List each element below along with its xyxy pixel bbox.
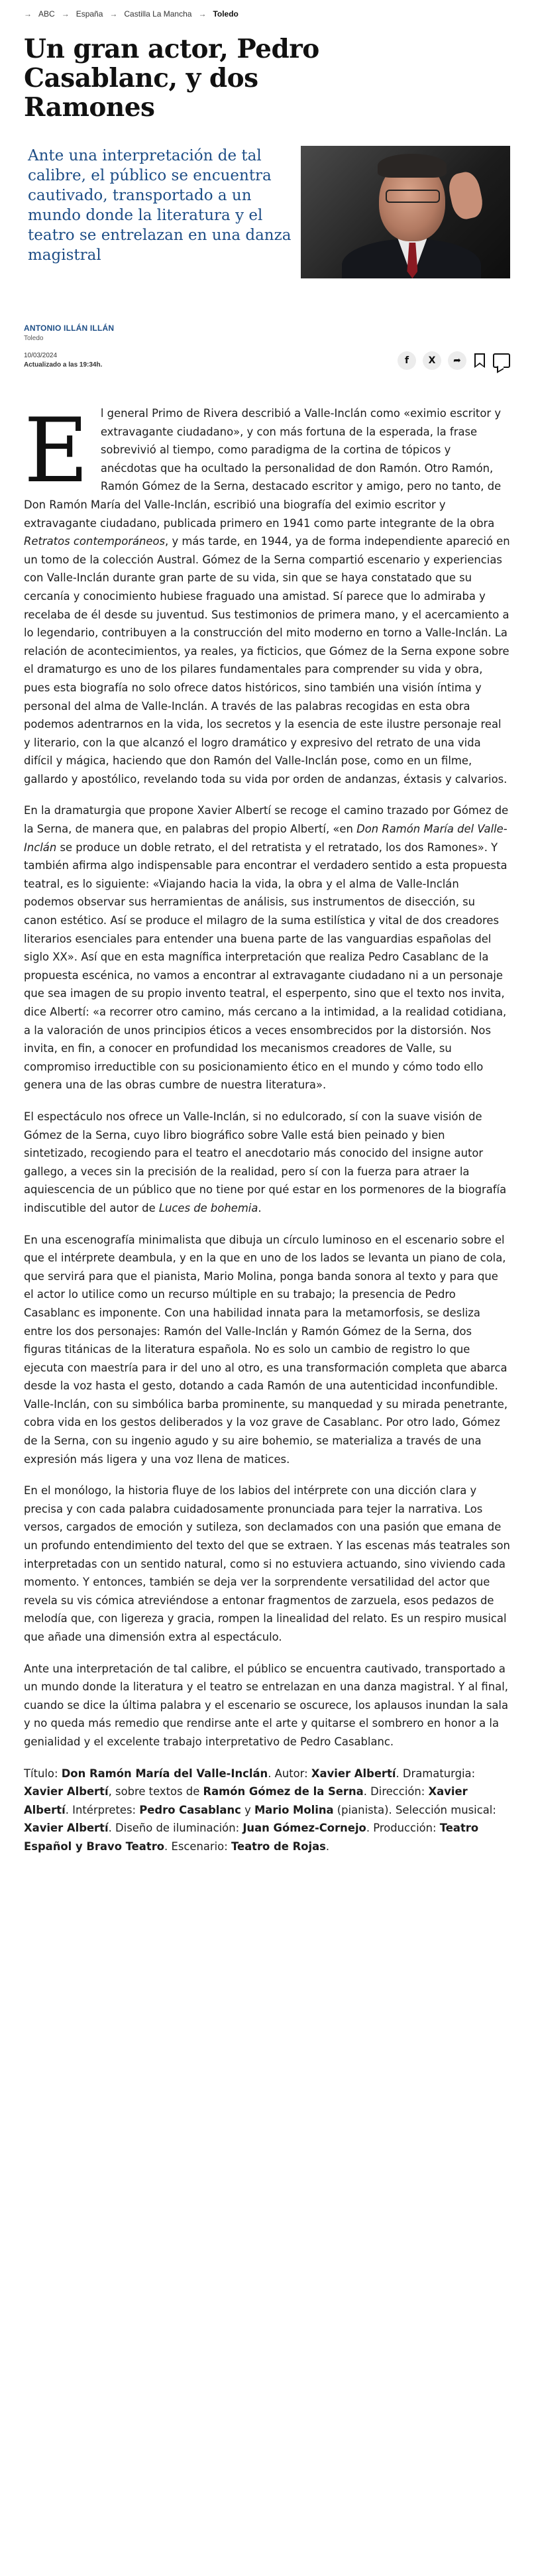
photo-hand bbox=[447, 170, 486, 221]
article-subtitle: Ante una interpretación de tal calibre, el público se encuentra cautivado, transportado a un mundo donde la literatura y el teatro se entrelazan en una danza magistral bbox=[28, 147, 292, 264]
breadcrumb-item-espana[interactable]: España bbox=[76, 9, 103, 19]
paragraph-5: En el monólogo, la historia fluye de los labios del intérprete con una dicción clara y precisa y con cada palabra cuidadosamente pronunciada para tejer la narrativa. Los versos, cargados de emoción y sutileza, son declamados con una pasión que emana de un profundo entendimiento del texto del que se extraen. Y las escenas más teatrales son interpretadas con un sentido natural, como si no estuviera actuando, sino viviendo cada momento. Y entonces, también se deja ver la sorprendente versatilidad del actor que revela su vis cómica atreviéndose a entonar fragmentos de zarzuela, esos pedazos de melodía que, con ligereza y gracia, rompen la linealidad del relato. Es un respiro musical que añade una dimensión extra al espectáculo. bbox=[24, 1484, 510, 1643]
hero-photo bbox=[301, 146, 510, 278]
paragraph-4: En una escenografía minimalista que dibuja un círculo luminoso en el escenario sobre el que el intérprete deambula, y en la que en uno de los lados se levanta un piano de cola, que servirá para que el pianista, Mario Molina, ponga banda sonora al texto y para que el actor lo utilice como un recurso múltiple en su trabajo; la presencia de Pedro Casablanc es imponente. Con una habilidad innata para la metamorfosis, se desliza entre los dos personajes: Ramón del Valle-Inclán y Ramón Gómez de la Serna, dos figuras titánicas de la literatura española. No es solo un cambio de registro lo que ejecuta con maestría para ir del uno al otro, es una transformación completa que abarca desde la voz hasta el gesto, dotando a cada Ramón de una autenticidad inconfundible. Valle-Inclán, con su simbólica barba prominente, su manquedad y su mirada penetrante, cobra vida en los gestos deliberados y la voz grave de Casablanc. Por otro lado, Gómez de la Serna, con su ingenio agudo y su aire bohemio, se materializa a través de una expresión más ligera y una voz llena de matices. bbox=[24, 1233, 508, 1466]
share-bar bbox=[398, 351, 510, 370]
comment-icon[interactable] bbox=[493, 353, 510, 368]
bookmark-icon[interactable] bbox=[473, 353, 486, 369]
photo-glasses bbox=[386, 190, 440, 203]
arrow-right-icon: → bbox=[198, 9, 207, 19]
author-name[interactable]: ANTONIO ILLÁN ILLÁN bbox=[24, 323, 115, 333]
breadcrumb bbox=[24, 0, 510, 21]
arrow-right-icon: → bbox=[61, 9, 70, 19]
breadcrumb-item-castilla-la-mancha[interactable]: Castilla La Mancha bbox=[124, 9, 192, 19]
updated-date: Actualizado a las 19:34h. bbox=[24, 361, 103, 369]
article-body bbox=[24, 399, 510, 1856]
arrow-right-icon: → bbox=[109, 9, 118, 19]
lead-block bbox=[24, 146, 510, 278]
credits: Título: Don Ramón María del Valle-Inclán. Autor: Xavier Albertí. Dramaturgia: Xavier Albertí, sobre textos de Ramón Gómez de la Serna. Dirección: Xavier Albertí. Intérpretes: Pedro Casablanc y Mario Molina (pianista). Selección musical: Xavier Albertí. Diseño de iluminación: Juan Gómez-Cornejo. Producción: Teatro Español y Bravo Teatro. Escenario: Teatro de Rojas. bbox=[24, 1767, 496, 1853]
share-icon[interactable]: ➦ bbox=[448, 351, 466, 370]
paragraph-2: En la dramaturgia que propone Xavier Albertí se recoge el camino trazado por Gómez de la Serna, de manera que, en palabras del propio Albertí, «en Don Ramón María del Valle-Inclán se produce un doble retrato, el del retratista y el retratado, los dos Ramones». Y también afirma algo indispensable para encontrar el verdadero sentido a esta propuesta teatral, es lo siguiente: «Viajando hacia la vida, la obra y el alma de Valle-Inclán podemos observar sus herramientas de análisis, sus instrumentos de disección, su canon estético. Así se produce el milagro de la suma estilística y vital de dos creadores literarios esenciales para entender una buena parte de las vanguardias españolas del siglo XX». Así que en esta magnífica interpretación que realiza Pedro Casablanc de la propuesta escénica, no vamos a encontrar al extravagante ciudadano ni a un personaje que sea imagen de su propio invento teatral, el esperpento, sino que el texto nos invita, dice Albertí: «a recorrer otro camino, más cercano a la intimidad, a la realidad cotidiana, a la valoración de unos principios éticos a veces ensombrecidos por la distorsión. Nos invita, en fin, a conocer en profundidad los mecanismos creadores de Valle, su compromiso irreductible con su posicionamiento ético en el mundo y cómo todo ello genera una de las obras cumbre de nuestra literatura». bbox=[24, 804, 509, 1092]
breadcrumb-item-toledo[interactable]: Toledo bbox=[213, 9, 239, 19]
byline bbox=[24, 323, 510, 370]
paragraph-3: El espectáculo nos ofrece un Valle-Inclán, si no edulcorado, sí con la suave visión de Gómez de la Serna, cuyo libro biográfico sobre Valle está bien peinado y bien sintetizado, recogiendo para el teatro el anecdotario más conocido del insigne autor gallego, a veces sin la precisión de la realidad, pero sí con la fuerza para atraer la aquiescencia de un público que no tiene por qué estar en los pormenores de la biografía indiscutible del autor de Luces de bohemia. bbox=[24, 1110, 507, 1214]
paragraph-1: E l general Primo de Rivera describió a Valle-Inclán como «eximio escritor y extravagante ciudadano», y con más fortuna de la esperada, la frase sobrevivió al tiempo, como paradigma de la cortina de tópicos y anécdotas que ha ocultado la personalidad de don Ramón. Otro Ramón, Ramón Gómez de la Serna, destacado escritor y amigo, pero no tanto, de Don Ramón María del Valle-Inclán, escribió una biografía del eximio escritor y extravagante ciudadano, publicada primero en 1941 como parte integrante de la obra Retratos contemporáneos, y más tarde, en 1944, ya de forma independiente apareció en un tomo de la colección Austral. Gómez de la Serna compartió escenario y experiencias con Valle-Inclán durante gran parte de su vida, sin que se haya constatado que su cercanía y conocimiento hubiese fraguado una amistad. Sí parece que lo admiraba y recelaba de él desde su juventud. Sus testimonios de primera mano, y el acercamiento a lo legendario, contribuyen a la construcción del mito moderno en torno a Valle-Inclán. La relación de acontecimientos, ya reales, ya ficticios, que Gómez de la Serna expone sobre el dramaturgo es uno de los pilares fundamentales para comprender su vida y obra, pues esta biografía no solo ofrece datos históricos, sino también una visión íntima y personal del alma de Valle-Inclán. A través de las palabras recogidas en esta obra podemos adentrarnos en la vida, los secretos y la esencia de este ilustre personaje real y literario, con la que alcanzó el logro dramático y expresivo del retrato de una vida difícil y mágica, haciendo que don Ramón del Valle-Inclán pose, como en un filme, gallardo y apostólico, revelando toda su vida por orden de andanzas, éxtasis y calvarios. bbox=[24, 399, 510, 786]
facebook-share-icon[interactable]: f bbox=[398, 351, 416, 370]
dates bbox=[24, 351, 102, 370]
breadcrumb-item-abc[interactable]: ABC bbox=[38, 9, 55, 19]
published-date: 10/03/2024 bbox=[24, 352, 58, 359]
author-location: Toledo bbox=[24, 335, 44, 342]
x-share-icon[interactable]: X bbox=[423, 351, 441, 370]
photo-hair bbox=[378, 154, 447, 178]
page-title: Un gran actor, Pedro Casablanc, y dos Ramones bbox=[24, 34, 319, 123]
drop-cap: E bbox=[24, 399, 89, 502]
paragraph-6: Ante una interpretación de tal calibre, el público se encuentra cautivado, transportado a un mundo donde la literatura y el teatro se entrelazan en una danza magistral. Y al final, cuando se dice la última palabra y el escenario se oscurece, los aplausos inundan la sala y no queda más remedio que rendirse ante el arte y quitarse el sombrero en honor a la genialidad y el excelente trabajo interpretativo de Pedro Casablanc. bbox=[24, 1662, 509, 1748]
meta-row bbox=[24, 351, 510, 370]
arrow-right-icon: → bbox=[24, 9, 32, 19]
